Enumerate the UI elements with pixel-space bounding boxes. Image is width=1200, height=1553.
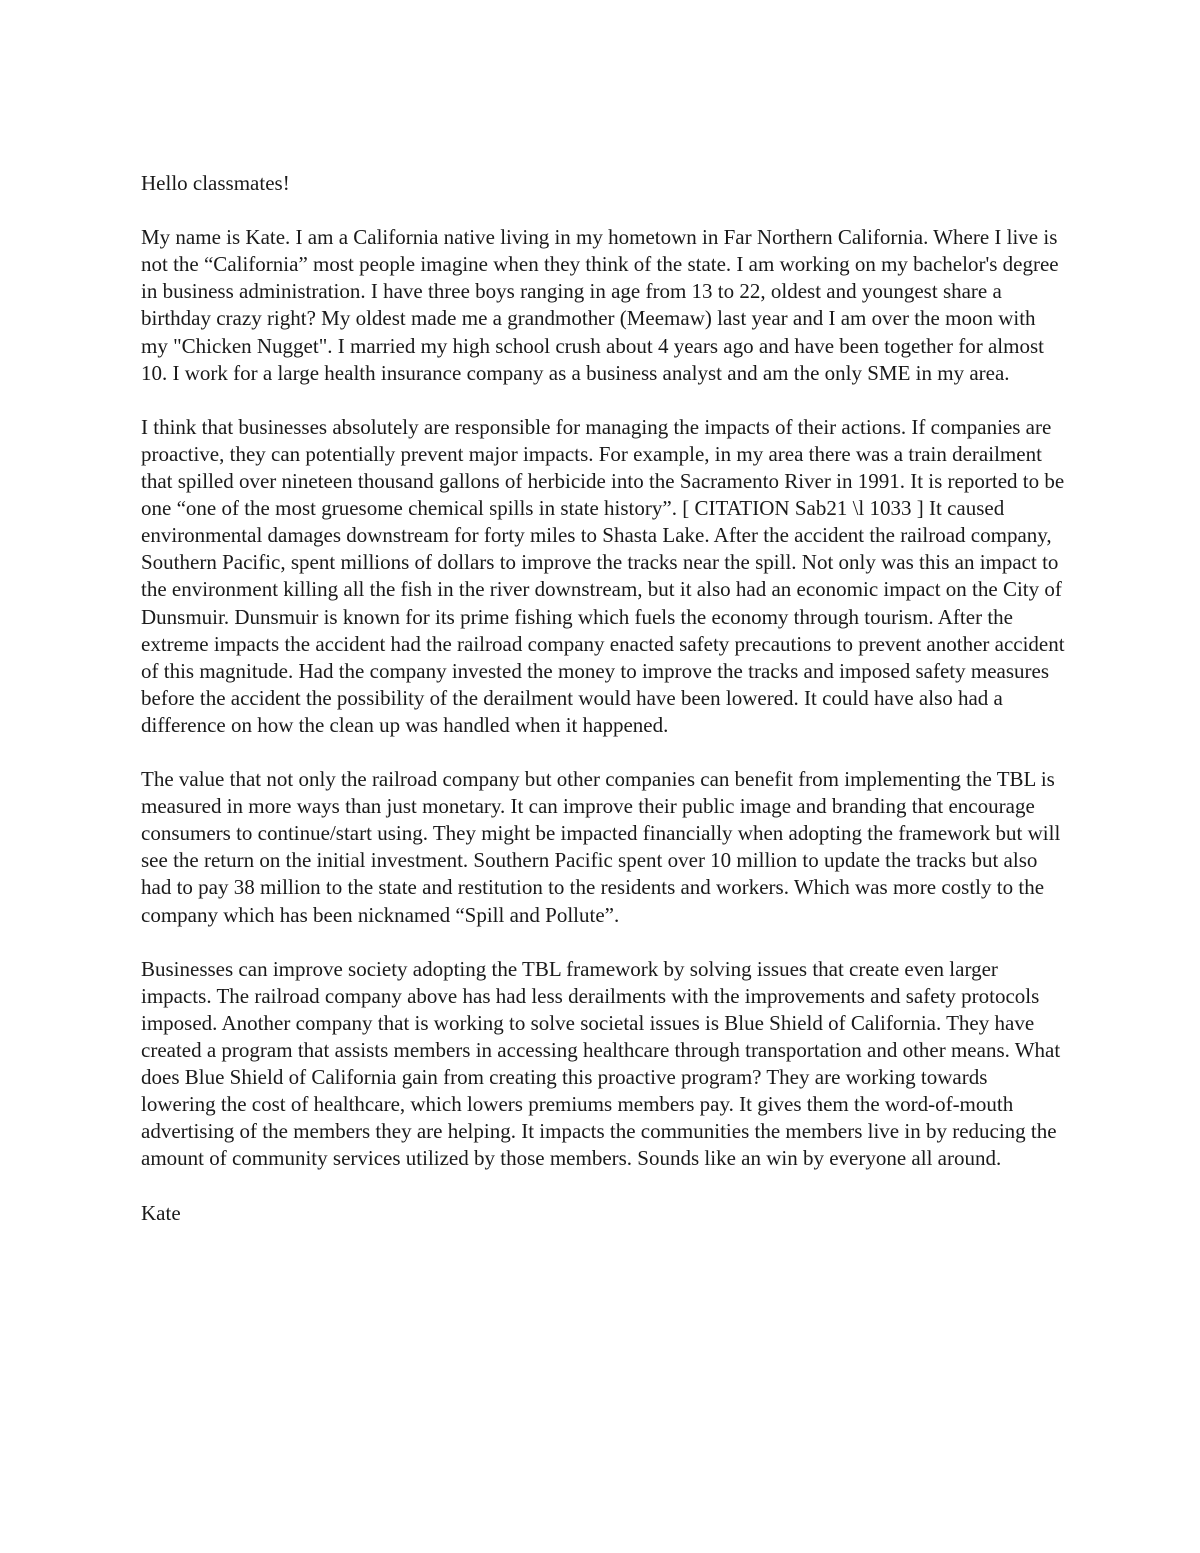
greeting: Hello classmates! [141, 171, 290, 195]
paragraph-society: Businesses can improve society adopting the TBL framework by solving issues that create even larger impacts. The railroad company above has had less derailments with the improvements and safety protocols imposed. Another company that is working to solve societal issues is Blue Shield of California. They have created a program that assists members in accessing healthcare through transportation and other means. What does Blue Shield of California gain from creating this proactive program? They are working towards lowering the cost of healthcare, which lowers premiums members pay. It gives them the word-of-mouth advertising of the members they are helping. It impacts the communities the members live in by reducing the amount of community services utilized by those members. Sounds like an win by everyone all around. [141, 956, 1061, 1171]
document-body [141, 170, 1066, 1227]
paragraph-responsibility: I think that businesses absolutely are responsible for managing the impacts of their actions. If companies are proactive, they can potentially prevent major impacts. For example, in my area there was a train derailment that spilled over nineteen thousand gallons of herbicide into the Sacramento River in 1991. It is reported to be one “one of the most gruesome chemical spills in state history”. [ CITATION Sab21 \l 1033 ] It caused environmental damages downstream for forty miles to Shasta Lake. After the accident the railroad company, Southern Pacific, spent millions of dollars to improve the tracks near the spill. Not only was this an impact to the environment killing all the fish in the river downstream, but it also had an economic impact on the City of Dunsmuir. Dunsmuir is known for its prime fishing which fuels the economy through tourism. After the extreme impacts the accident had the railroad company enacted safety precautions to prevent another accident of this magnitude. Had the company invested the money to improve the tracks and imposed safety measures before the accident the possibility of the derailment would have been lowered. It could have also had a difference on how the clean up was handled when it happened. [141, 414, 1065, 737]
paragraph-introduction: My name is Kate. I am a California native living in my hometown in Far Northern California. Where I live is not the “California” most people imagine when they think of the state. I am working on my bachelor's degree in business administration. I have three boys ranging in age from 13 to 22, oldest and youngest share a birthday crazy right? My oldest made me a grandmother (Meemaw) last year and I am over the moon with my "Chicken Nugget". I married my high school crush about 4 years ago and have been together for almost 10. I work for a large health insurance company as a business analyst and am the only SME in my area. [141, 225, 1059, 385]
signature: Kate [141, 1200, 181, 1225]
paragraph-value: The value that not only the railroad company but other companies can benefit from implementing the TBL is measured in more ways than just monetary. It can improve their public image and branding that encourage consumers to continue/start using. They might be impacted financially when adopting the framework but will see the return on the initial investment. Southern Pacific spent over 10 million to update the tracks but also had to pay 38 million to the state and restitution to the residents and workers. Which was more costly to the company which has been nicknamed “Spill and Pollute”. [141, 767, 1061, 927]
